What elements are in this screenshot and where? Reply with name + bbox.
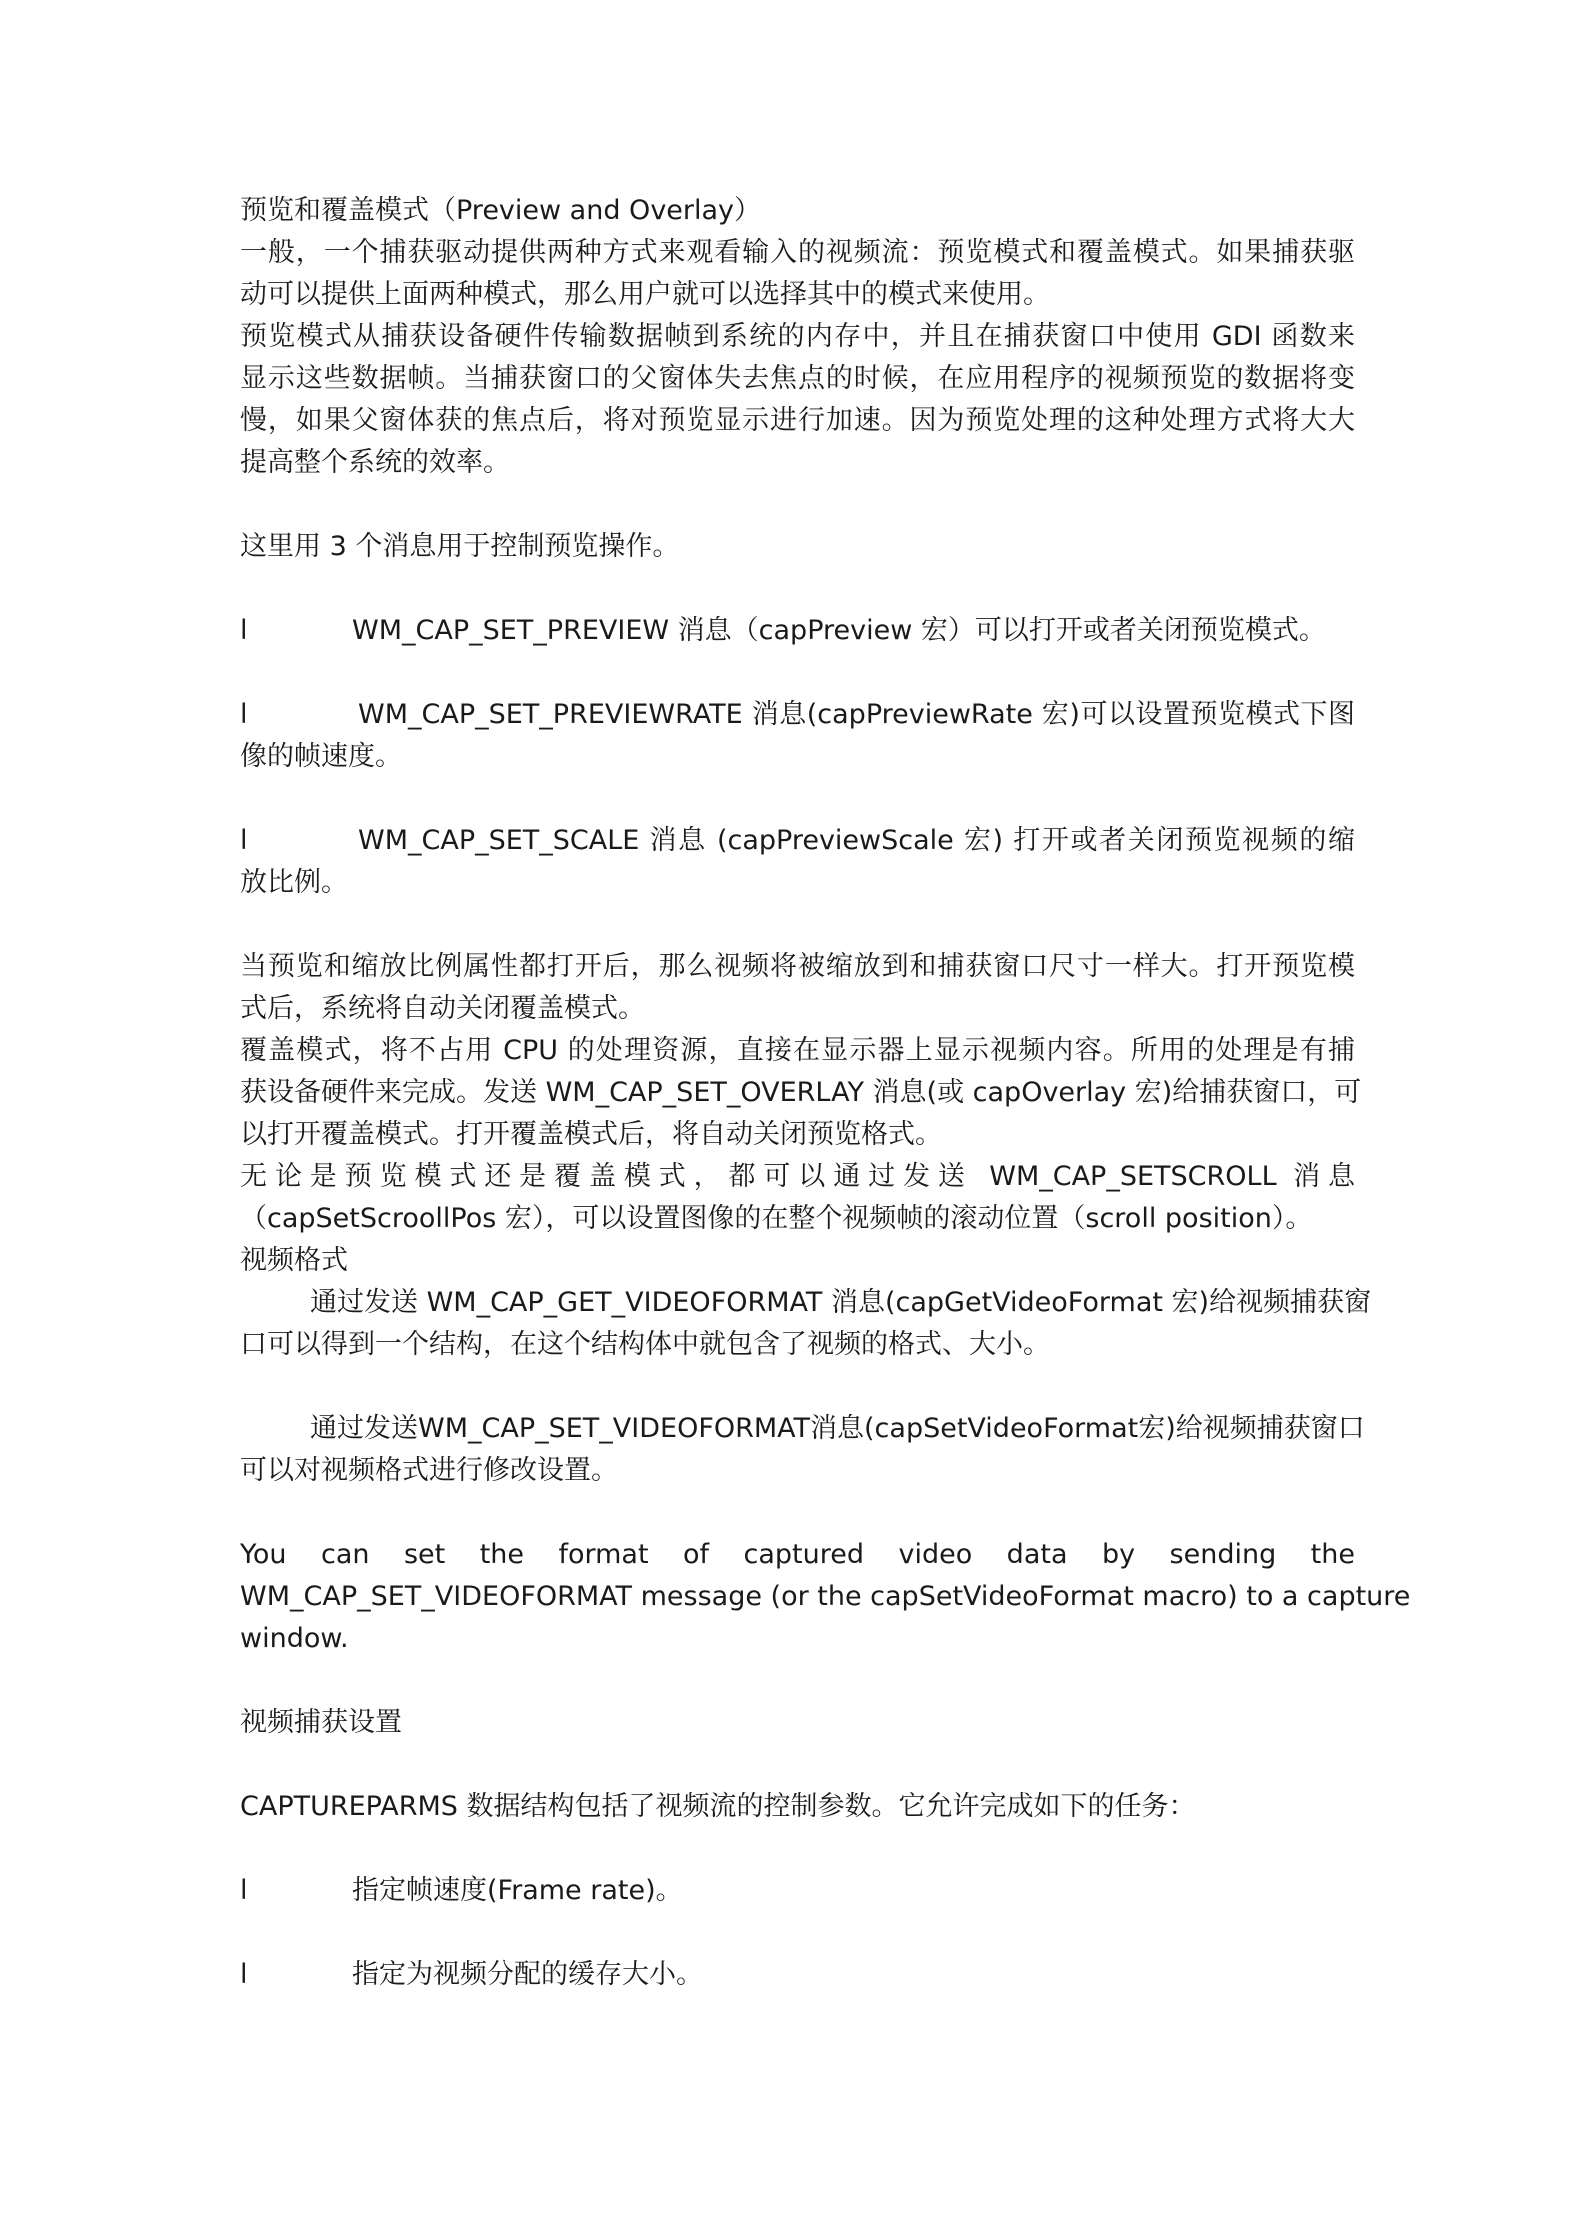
bullet-marker: l — [240, 825, 248, 856]
bullet-marker: l — [240, 1875, 248, 1906]
intro-line: 显示这些数据帧。当捕获窗口的父窗体失去焦点的时候，在应用程序的视频预览的数据将变 — [240, 363, 1355, 394]
intro-line: 慢，如果父窗体获的焦点后，将对预览显示进行加速。因为预览处理的这种处理方式将大大 — [240, 405, 1355, 436]
intro-line: 一般，一个捕获驱动提供两种方式来观看输入的视频流：预览模式和覆盖模式。如果捕获驱 — [240, 237, 1355, 268]
paragraph-line: 通过发送 WM_CAP_GET_VIDEOFORMAT 消息(capGetVideoFormat 宏)给视频捕获窗 — [310, 1287, 1372, 1318]
bullet-item: WM_CAP_SET_PREVIEW 消息（capPreview 宏）可以打开或者关闭预览模式。 — [352, 615, 1326, 646]
english-paragraph-line: You can set the format of captured video data by sending the — [240, 1539, 1355, 1570]
paragraph-line: 无论是预览模式还是覆盖模式，都可以通过发送 WM_CAP_SETSCROLL 消息 — [240, 1161, 1355, 1192]
task-item: 指定帧速度(Frame rate)。 — [352, 1875, 683, 1906]
messages-intro: 这里用 3 个消息用于控制预览操作。 — [240, 531, 680, 562]
paragraph-line: （capSetScroollPos 宏），可以设置图像的在整个视频帧的滚动位置（scroll position）。 — [240, 1203, 1313, 1234]
task-item: 指定为视频分配的缓存大小。 — [352, 1959, 703, 1990]
english-paragraph-line: WM_CAP_SET_VIDEOFORMAT message (or the capSetVideoFormat macro) to a capture — [240, 1581, 1411, 1612]
paragraph-line: 口可以得到一个结构，在这个结构体中就包含了视频的格式、大小。 — [240, 1329, 1050, 1360]
intro-line: 提高整个系统的效率。 — [240, 447, 510, 478]
bullet-marker: l — [240, 615, 248, 646]
subheading-capture-settings: 视频捕获设置 — [240, 1707, 402, 1738]
bullet-item: WM_CAP_SET_SCALE 消息 (capPreviewScale 宏) 打开或者关闭预览视频的缩 — [358, 825, 1355, 856]
intro-line: 动可以提供上面两种模式，那么用户就可以选择其中的模式来使用。 — [240, 279, 1050, 310]
paragraph-line: 当预览和缩放比例属性都打开后，那么视频将被缩放到和捕获窗口尺寸一样大。打开预览模 — [240, 951, 1355, 982]
bullet-item-continued: 像的帧速度。 — [240, 741, 402, 772]
paragraph-line: 通过发送WM_CAP_SET_VIDEOFORMAT消息(capSetVideoFormat宏)给视频捕获窗口 — [310, 1413, 1365, 1444]
bullet-marker: l — [240, 1959, 248, 1990]
english-paragraph-line: window. — [240, 1623, 349, 1654]
paragraph-line: 以打开覆盖模式。打开覆盖模式后，将自动关闭预览格式。 — [240, 1119, 942, 1150]
section-title: 预览和覆盖模式（Preview and Overlay） — [240, 195, 762, 226]
subheading-video-format: 视频格式 — [240, 1245, 348, 1276]
paragraph-line: 获设备硬件来完成。发送 WM_CAP_SET_OVERLAY 消息(或 capOverlay 宏)给捕获窗口，可 — [240, 1077, 1362, 1108]
paragraph-line: 覆盖模式，将不占用 CPU 的处理资源，直接在显示器上显示视频内容。所用的处理是有捕 — [240, 1035, 1355, 1066]
bullet-item: WM_CAP_SET_PREVIEWRATE 消息(capPreviewRate 宏)可以设置预览模式下图 — [358, 699, 1355, 730]
paragraph-line: 式后，系统将自动关闭覆盖模式。 — [240, 993, 645, 1024]
bullet-marker: l — [240, 699, 248, 730]
intro-line: 预览模式从捕获设备硬件传输数据帧到系统的内存中，并且在捕获窗口中使用 GDI 函数来 — [240, 321, 1355, 352]
paragraph-line: 可以对视频格式进行修改设置。 — [240, 1455, 618, 1486]
bullet-item-continued: 放比例。 — [240, 867, 348, 898]
paragraph-line: CAPTUREPARMS 数据结构包括了视频流的控制参数。它允许完成如下的任务： — [240, 1791, 1196, 1822]
